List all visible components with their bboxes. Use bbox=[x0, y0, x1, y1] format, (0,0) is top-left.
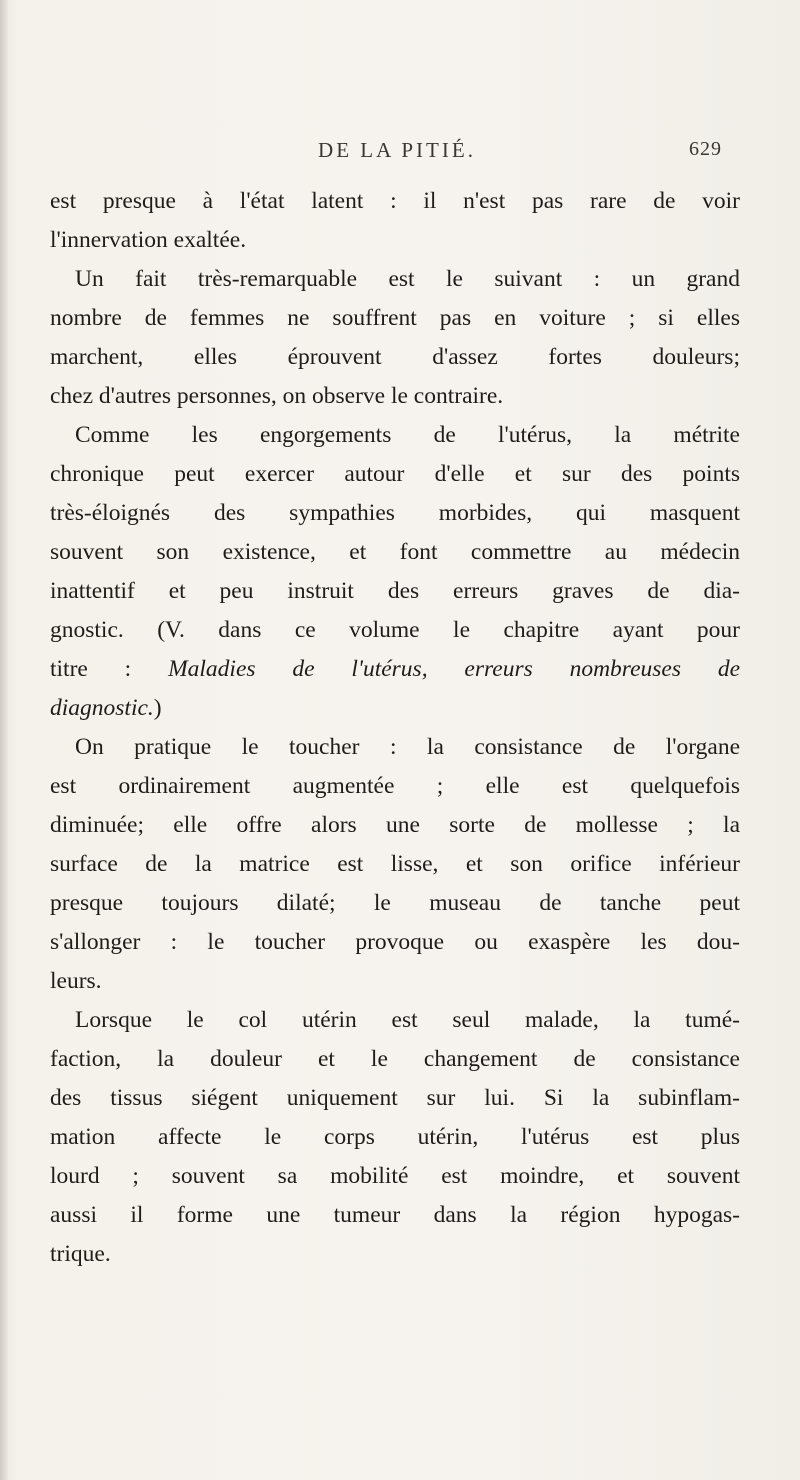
text-line: Comme les engorgements de l'utérus, la métrite bbox=[75, 422, 740, 448]
text-line bbox=[50, 689, 740, 728]
text-line: s'allonger : le toucher provoque ou exaspère les dou- bbox=[50, 929, 740, 955]
text-line: chez d'autres personnes, on observe le contraire. bbox=[50, 383, 504, 409]
text-line: nombre de femmes ne souffrent pas en voiture ; si elles bbox=[50, 305, 740, 331]
text-line: lourd ; souvent sa mobilité est moindre, et souvent bbox=[50, 1163, 740, 1189]
text-line bbox=[50, 650, 740, 689]
text-line: marchent, elles éprouvent d'assez fortes douleurs; bbox=[50, 344, 740, 370]
text-line: chronique peut exercer autour d'elle et sur des points bbox=[50, 461, 740, 487]
text-line: gnostic. (V. dans ce volume le chapitre ayant pour bbox=[50, 617, 740, 643]
running-head-title: DE LA PITIÉ. bbox=[318, 138, 476, 162]
text-line: diminuée; elle offre alors une sorte de mollesse ; la bbox=[50, 812, 740, 838]
text-line: surface de la matrice est lisse, et son orifice inférieur bbox=[50, 851, 740, 877]
text-line: inattentif et peu instruit des erreurs graves de dia- bbox=[50, 578, 740, 604]
text-line: souvent son existence, et font commettre au médecin bbox=[50, 539, 740, 565]
text-line: trique. bbox=[50, 1241, 111, 1267]
page-number: 629 bbox=[689, 138, 722, 160]
running-head bbox=[0, 138, 800, 168]
binding-edge bbox=[0, 0, 8, 1480]
text-line: l'innervation exaltée. bbox=[50, 227, 247, 253]
text-line: des tissus siégent uniquement sur lui. Si la subinflam- bbox=[50, 1085, 740, 1111]
chapter-reference-end: diagnostic. bbox=[50, 695, 154, 721]
chapter-reference: Maladies de l'utérus, erreurs nombreuses de bbox=[168, 656, 740, 682]
text-line: est presque à l'état latent : il n'est pas rare de voir bbox=[50, 188, 740, 214]
text-line: Un fait très-remarquable est le suivant : un grand bbox=[75, 266, 740, 292]
body-text bbox=[50, 182, 740, 1274]
text-line: leurs. bbox=[50, 968, 102, 994]
text-line: presque toujours dilaté; le museau de tanche peut bbox=[50, 890, 740, 916]
text-line: aussi il forme une tumeur dans la région hypogas- bbox=[50, 1202, 740, 1228]
line-suffix: ) bbox=[153, 695, 162, 721]
text-line: mation affecte le corps utérin, l'utérus est plus bbox=[50, 1124, 740, 1150]
text-line: très-éloignés des sympathies morbides, qui masquent bbox=[50, 500, 740, 526]
line-prefix: titre : bbox=[50, 656, 169, 682]
text-line: On pratique le toucher : la consistance de l'organe bbox=[75, 734, 740, 760]
text-line: est ordinairement augmentée ; elle est quelquefois bbox=[50, 773, 740, 799]
text-line: Lorsque le col utérin est seul malade, la tumé- bbox=[75, 1007, 740, 1033]
text-line: faction, la douleur et le changement de consistance bbox=[50, 1046, 740, 1072]
